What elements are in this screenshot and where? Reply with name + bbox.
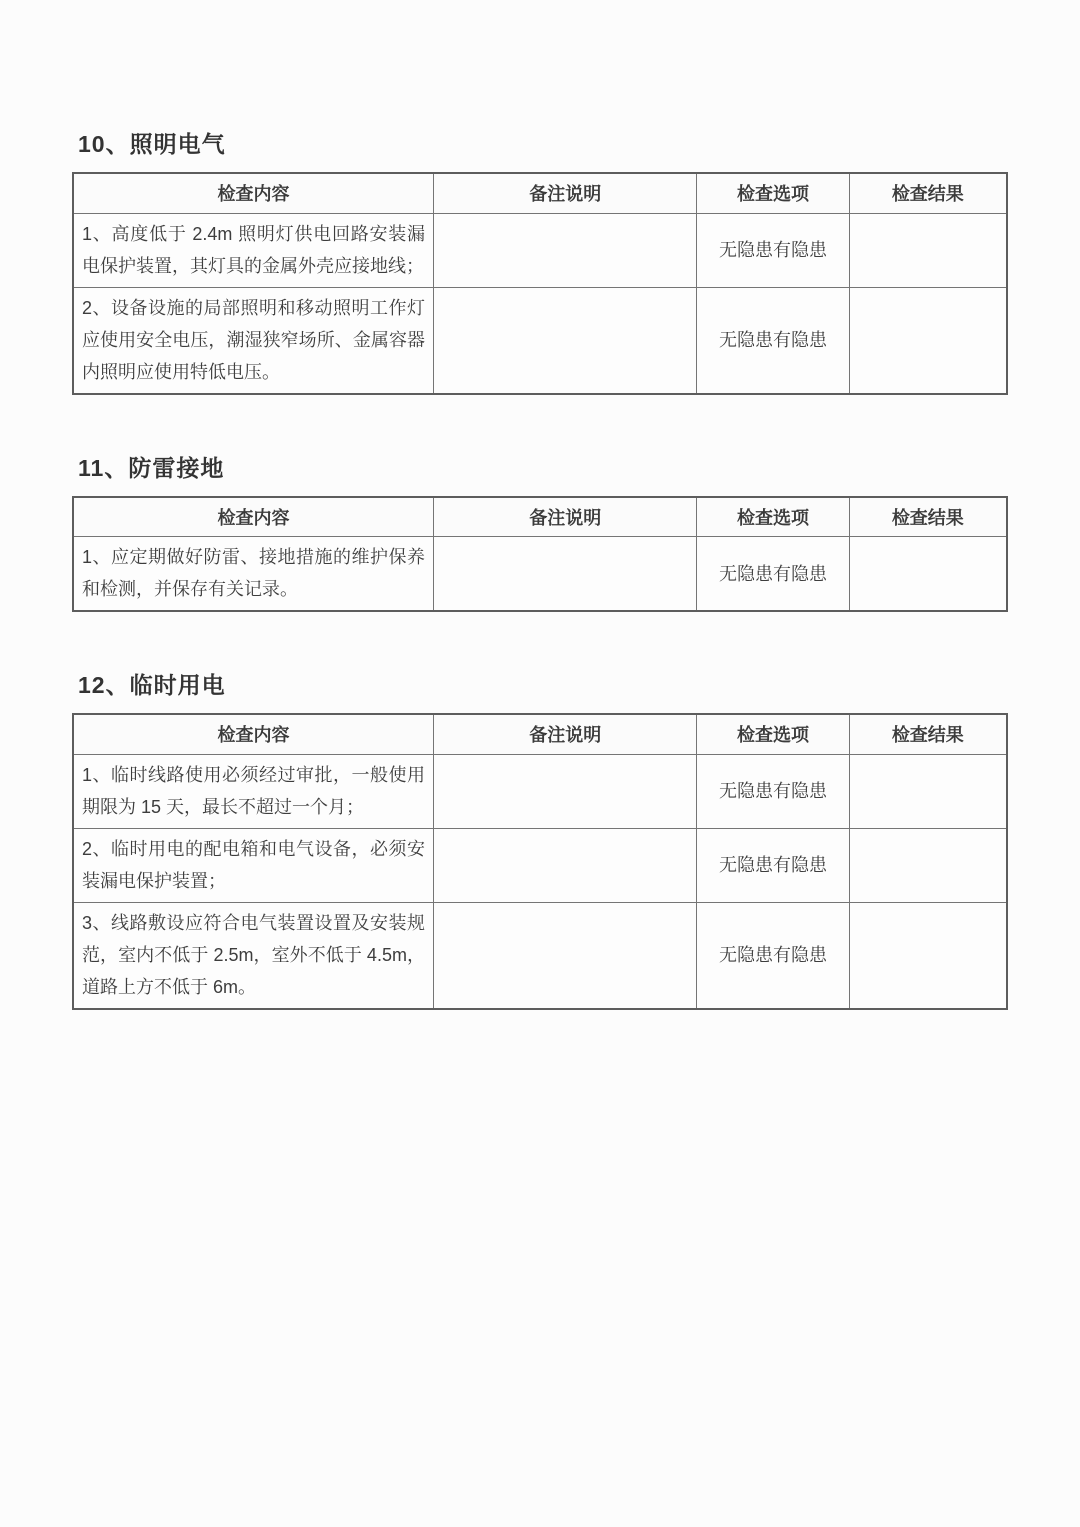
table-row	[73, 902, 1007, 1009]
section-title: 12、临时用电	[78, 672, 226, 698]
section-lightning-grounding	[0, 450, 1080, 613]
section-lighting-electrical	[0, 126, 1080, 395]
table-row	[73, 287, 1007, 394]
result-cell	[849, 537, 1007, 612]
column-header-remark: 备注说明	[434, 714, 697, 754]
option-cell: 无隐患有隐患	[697, 902, 849, 1009]
column-header-result: 检查结果	[849, 714, 1007, 754]
result-cell	[849, 287, 1007, 394]
section-title: 10、照明电气	[78, 131, 226, 157]
inspection-table-lighting	[72, 172, 1008, 395]
table-row	[73, 213, 1007, 287]
option-cell: 无隐患有隐患	[697, 828, 849, 902]
column-header-option: 检查选项	[697, 497, 849, 537]
option-cell: 无隐患有隐患	[697, 754, 849, 828]
section-title: 11、防雷接地	[78, 454, 225, 481]
table-row	[73, 754, 1007, 828]
result-cell	[849, 213, 1007, 287]
column-header-content: 检查内容	[73, 173, 434, 213]
inspection-table-temporary-power	[72, 713, 1008, 1010]
table-header-row	[73, 173, 1007, 213]
inspection-table-grounding	[72, 496, 1008, 613]
column-header-result: 检查结果	[849, 173, 1007, 213]
result-cell	[849, 828, 1007, 902]
table-row	[73, 828, 1007, 902]
remark-cell	[434, 902, 697, 1009]
inspection-content-cell: 2、临时用电的配电箱和电气设备，必须安装漏电保护装置；	[73, 828, 434, 902]
remark-cell	[434, 828, 697, 902]
inspection-content-cell: 2、设备设施的局部照明和移动照明工作灯应使用安全电压，潮湿狭窄场所、金属容器内照明应使用特低电压。	[73, 287, 434, 394]
result-cell	[849, 754, 1007, 828]
option-cell: 无隐患有隐患	[697, 213, 849, 287]
column-header-content: 检查内容	[73, 497, 434, 537]
option-cell: 无隐患有隐患	[697, 287, 849, 394]
inspection-content-cell: 1、高度低于 2.4m 照明灯供电回路安装漏电保护装置，其灯具的金属外壳应接地线；	[73, 213, 434, 287]
inspection-content-cell: 1、临时线路使用必须经过审批，一般使用期限为 15 天，最长不超过一个月；	[73, 754, 434, 828]
table-row	[73, 537, 1007, 612]
table-header-row	[73, 497, 1007, 537]
column-header-result: 检查结果	[849, 497, 1007, 537]
section-temporary-electricity	[0, 667, 1080, 1010]
table-header-row	[73, 714, 1007, 754]
option-cell: 无隐患有隐患	[697, 537, 849, 612]
column-header-option: 检查选项	[697, 714, 849, 754]
result-cell	[849, 902, 1007, 1009]
column-header-remark: 备注说明	[434, 497, 697, 537]
remark-cell	[434, 213, 697, 287]
inspection-content-cell: 3、线路敷设应符合电气装置设置及安装规范，室内不低于 2.5m，室外不低于 4.5m，道路上方不低于 6m。	[73, 902, 434, 1009]
column-header-content: 检查内容	[73, 714, 434, 754]
column-header-option: 检查选项	[697, 173, 849, 213]
column-header-remark: 备注说明	[434, 173, 697, 213]
remark-cell	[434, 287, 697, 394]
inspection-content-cell: 1、应定期做好防雷、接地措施的维护保养和检测，并保存有关记录。	[73, 537, 434, 612]
remark-cell	[434, 537, 697, 612]
remark-cell	[434, 754, 697, 828]
